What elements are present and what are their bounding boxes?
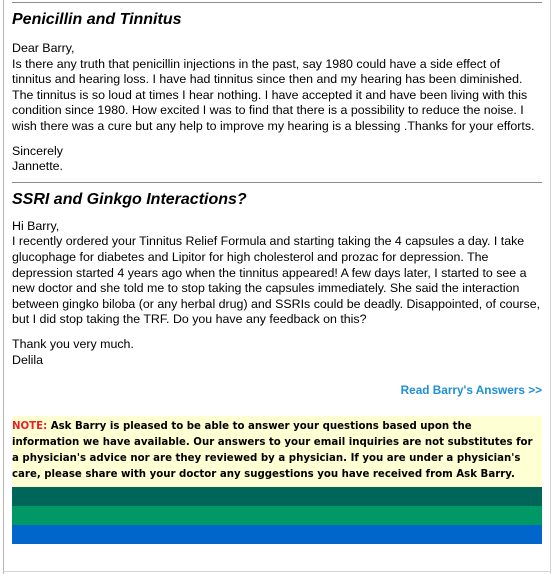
footer-band-bottom [12,525,542,544]
letter-signoff [12,337,542,368]
page-border-bottom [3,571,551,572]
note-label: NOTE: [12,421,48,433]
page-border-left [3,0,4,574]
read-answers-link[interactable]: Read Barry's Answers >> [400,383,542,398]
footer-band-top [12,487,542,506]
page-border-right [550,0,551,574]
letter-closing: Thank you very much. [12,336,134,351]
letter-closing: Sincerely [12,143,63,158]
letter-body: I recently ordered your Tinnitus Relief Formula and starting taking the 4 capsules a day. I take glucophage for diabetes and Lipitor for high cholesterol and prozac for depression. The depression started 4 years ago when the tinnitus appeared! A few days later, I started to see a new doctor and she told me to stop taking the capsules immediately. She said the interaction between gingko biloba (or any herbal drug) and SSRIs could be deadly. Disappointed, of course, but I did stop taking the TRF. Do you have any feedback on this? [12,234,541,327]
footer-band-middle [12,506,542,525]
letter-body: Is there any truth that penicillin injections in the past, say 1980 could have a side effect of tinnitus and hearing loss. I have had tinnitus since then and my hearing has been diminished. The tinnitus is so loud at times I hear nothing. I have accepted it and have been living with this condition since 1980. How excited I was to find that there is a possibility to reduce the noise. I wish there was a cure but any help to improve my hearing is a blessing .Thanks for your efforts. [12,56,535,133]
letter-signoff [12,144,542,175]
section-divider [12,182,542,183]
letter-ssri-ginkgo [12,190,542,368]
answers-link-row [12,381,542,399]
disclaimer-note [12,416,542,487]
section-divider [12,2,542,3]
letter-title: Penicillin and Tinnitus [12,11,182,28]
main-content [12,0,542,544]
letter-title: SSRI and Ginkgo Interactions? [12,190,247,208]
letter-greeting: Hi Barry, [12,218,60,233]
letter-greeting: Dear Barry, [12,41,75,55]
letter-greeting-body [12,41,542,135]
letter-greeting-body [12,219,542,328]
letter-signature: Jannette. [12,159,63,174]
note-text: Ask Barry is pleased to be able to answer your questions based upon the information we have available. Our answers to your email inquiries are not substitutes for a physician's advice nor are they reviewed by a physician. If you are under a physician's care, please share with your doctor any suggestions you have received from Ask Barry. [12,421,533,481]
letter-signature: Delila [12,352,43,367]
letter-penicillin [12,10,542,175]
